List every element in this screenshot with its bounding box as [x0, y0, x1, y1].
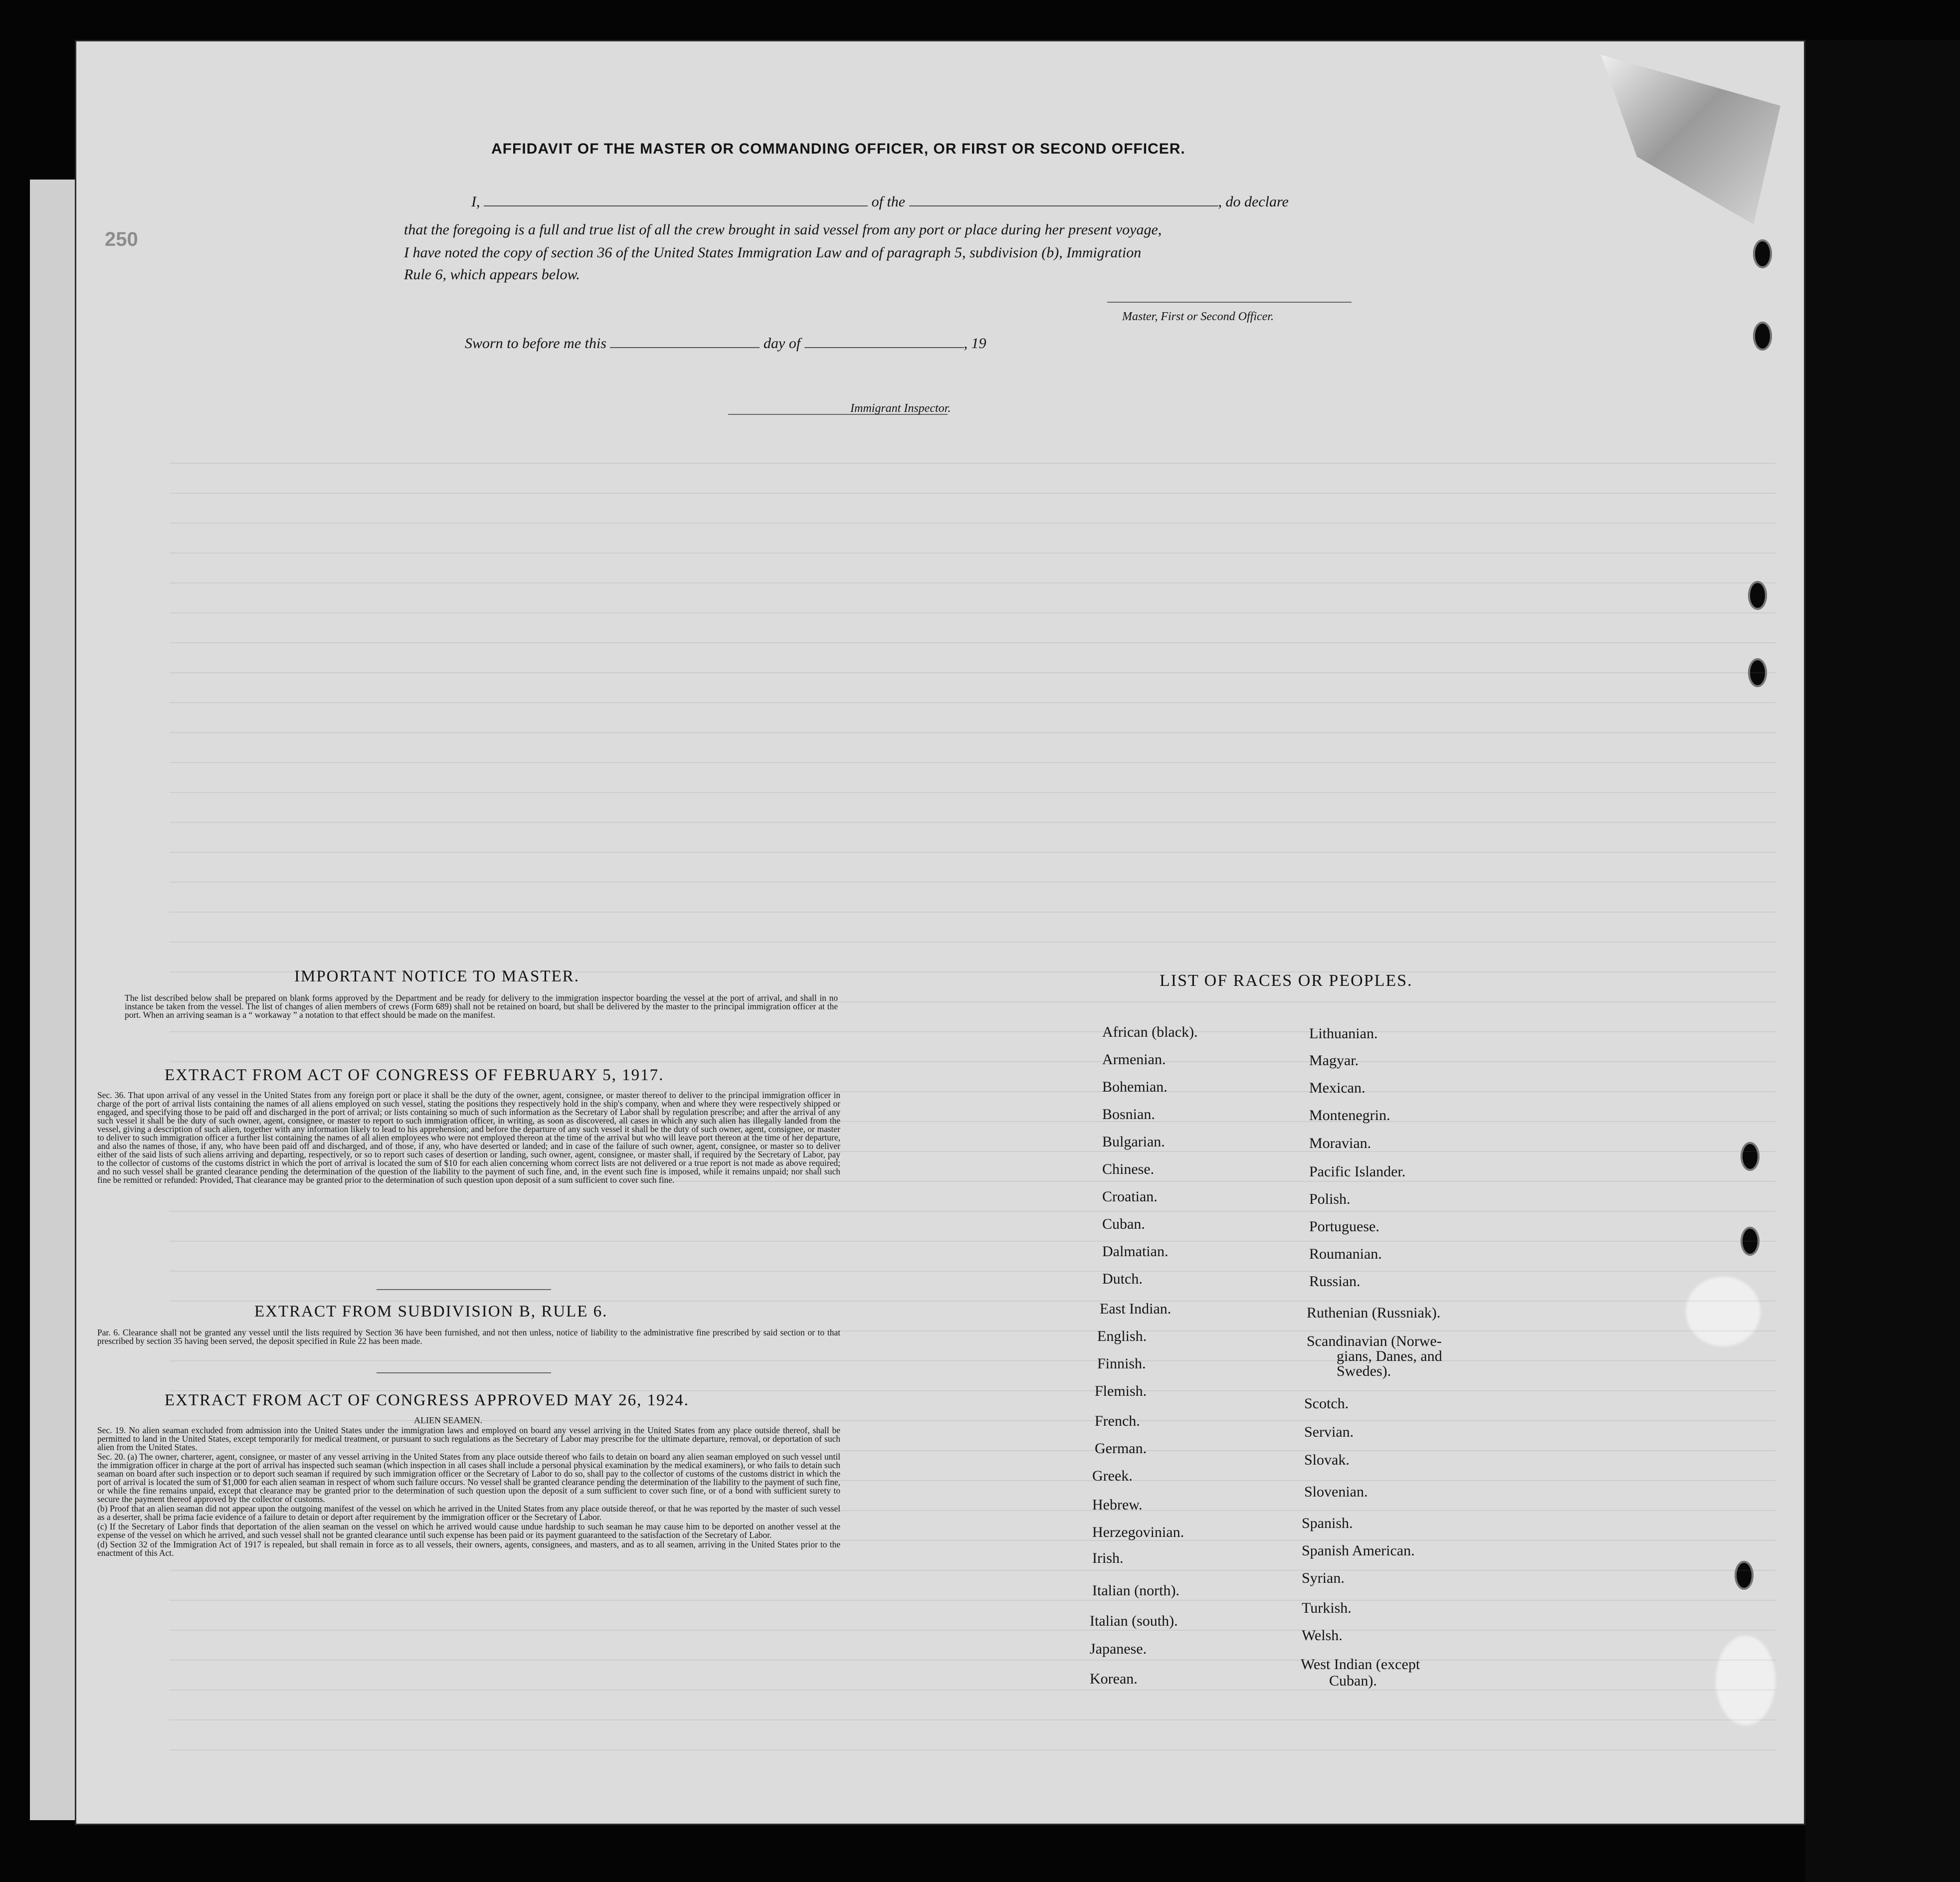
of-the-label: of the	[871, 193, 905, 210]
race-right-item: Swedes).	[1337, 1363, 1391, 1379]
race-left-item: Italian (north).	[1092, 1582, 1179, 1599]
affidavit-declaration-line	[471, 193, 1289, 210]
inspector-caption: Immigrant Inspector.	[850, 402, 951, 415]
race-left-item: Armenian.	[1102, 1051, 1166, 1068]
race-left-item: Chinese.	[1102, 1161, 1155, 1177]
race-right-item: Scotch.	[1304, 1395, 1349, 1412]
extract-1924-text	[97, 1426, 840, 1558]
race-left-item: English.	[1097, 1328, 1147, 1344]
binder-hole-icon	[1753, 239, 1772, 268]
section-divider	[377, 1372, 551, 1373]
notice-title: IMPORTANT NOTICE TO MASTER.	[294, 967, 580, 985]
affidavit-line-1: that the foregoing is a full and true list of all the crew brought in said vessel from any port or place during her present voyage,	[404, 221, 1162, 238]
race-right-item: Turkish.	[1302, 1600, 1352, 1616]
race-right-item: Servian.	[1304, 1424, 1354, 1440]
race-right-item: Syrian.	[1302, 1570, 1345, 1586]
section-20b-paragraph: (b) Proof that an alien seaman did not appear upon the outgoing manifest of the vessel on which he arrived in the United States from any place outside thereof, or that he was reported by the master of such vessel as a deserter, shall be prima facie evidence of a failure to detain or deport after requirement by the immigration officer or the Secretary of Labor.	[97, 1504, 840, 1522]
race-right-item: Ruthenian (Russniak).	[1307, 1305, 1441, 1321]
race-right-item: Pacific Islander.	[1309, 1163, 1406, 1180]
extract-rule6-title: EXTRACT FROM SUBDIVISION B, RULE 6.	[254, 1303, 608, 1320]
extract-1917-text	[97, 1091, 840, 1185]
section-20c-paragraph: (c) If the Secretary of Labor finds that deportation of the alien seaman on the vessel on which he arrived would cause undue hardship to such seaman he may cause him to be deported on another vessel at the expense of the vessel on which he arrived, and such vessel shall not be granted clearance until such expense has been paid or its payment guaranteed to the satisfaction of the Secretary of Labor.	[97, 1521, 840, 1540]
binding-edge	[1805, 40, 1960, 1882]
race-right-item: Spanish.	[1302, 1515, 1353, 1531]
race-left-item: Greek.	[1092, 1468, 1133, 1484]
race-left-item: African (black).	[1102, 1024, 1198, 1040]
extract-1917-paragraph: Sec. 36. That upon arrival of any vessel in the United States from any foreign port or place it shall be the duty of the owner, agent, consignee, or master thereof to deliver to the principal immigration officer in charge of the port of arrival lists containing the names of all aliens employed on such vessel, stating the positions they respectively hold in the ship's company, when and where they were respectively shipped or engaged, and specifying those to be paid off and discharged in the port of arrival; or lists containing so much of such information as the Secretary of Labor shall by regulation prescribe; and after the arrival of any such vessel it shall be the duty of such owner, agent, consignee, or master to report to such immigration officer, in writing, as soon as discovered, all cases in which any such alien has illegally landed from the vessel, giving a description of such alien, together with any information likely to lead to his apprehension; and before the departure of any such vessel it shall be the duty of such owner, agent, consignee, or master to deliver to such immigration officer a further list containing the names of all alien employees who were not employed thereon at the time of the arrival but who will leave port thereon at the time of her departure, and also the names of those, if any, who have been paid off and discharged, and of those, if any, who have deserted or landed; and in case of the failure of such owner, agent, consignee, or master so to deliver either of the said lists of such aliens arriving and departing, respectively, or so to report such cases of desertion or landing, such owner, agent, consignee, or master shall, if required by the Secretary of Labor, pay to the collector of customs of the customs district in which the port of arrival is located the sum of $10 for each alien concerning whom correct lists are not delivered or a true report is not made as above required; and no such vessel shall be granted clearance pending the determination of the question of the liability to the payment of such fine, and, in the event such fine is imposed, while it remains unpaid; nor shall such fine be remitted or refunded: Provided, That clearance may be granted prior to the determination of such question upon deposit of a sum sufficient to cover such fine.	[97, 1090, 840, 1185]
race-left-item: Bulgarian.	[1102, 1133, 1165, 1150]
race-right-item: Welsh.	[1302, 1627, 1343, 1644]
sworn-line	[465, 335, 986, 352]
race-right-item: Roumanian.	[1309, 1246, 1382, 1262]
extract-rule6-text	[97, 1328, 840, 1346]
vessel-blank[interactable]	[909, 205, 1218, 206]
race-left-item: German.	[1095, 1440, 1147, 1457]
race-left-item: Herzegovinian.	[1092, 1524, 1184, 1540]
year-label: , 19	[964, 335, 986, 352]
race-right-item: Lithuanian.	[1309, 1025, 1378, 1042]
affidavit-line-2: I have noted the copy of section 36 of the United States Immigration Law and of paragraph 5, subdivision (b), Immigration	[404, 244, 1142, 261]
extract-1924-subtitle: ALIEN SEAMEN.	[414, 1415, 482, 1425]
race-right-item: Slovenian.	[1304, 1484, 1368, 1500]
affidavit-line-3: Rule 6, which appears below.	[404, 266, 580, 283]
affidavit-title: AFFIDAVIT OF THE MASTER OR COMMANDING OFFICER, OR FIRST OR SECOND OFFICER.	[491, 141, 1185, 157]
section-divider	[377, 1289, 551, 1290]
section-20d-paragraph: (d) Section 32 of the Immigration Act of 1917 is repealed, but shall remain in force as to all vessels, their owners, agents, consignees, and masters, and as to all seamen, arriving in the United States prior to the enactment of this Act.	[97, 1539, 840, 1558]
notice-paragraph: The list described below shall be prepared on blank forms approved by the Department and be ready for delivery to the immigration inspector boarding the vessel at the port of arrival, and shall in no instance be taken from the vessel. The list of changes of alien members of crews (Form 689) shall not be retained on board, but shall be delivered by the master to the principal immigration officer at the port. When an arriving seaman is a “ workaway ” a notation to that effect should be made on the manifest.	[125, 993, 838, 1020]
i-label: I,	[471, 193, 480, 210]
extract-1917-title: EXTRACT FROM ACT OF CONGRESS OF FEBRUARY 5, 1917.	[165, 1066, 664, 1084]
sworn-label: Sworn to before me this	[465, 335, 606, 352]
do-declare-label: , do declare	[1218, 193, 1289, 210]
race-right-item: Cuban).	[1329, 1673, 1377, 1689]
race-left-item: Bohemian.	[1102, 1079, 1168, 1095]
extract-1924-title: EXTRACT FROM ACT OF CONGRESS APPROVED MAY 26, 1924.	[165, 1391, 689, 1409]
page-number: 250	[105, 228, 138, 250]
race-left-item: Japanese.	[1090, 1641, 1147, 1657]
extract-rule6-paragraph: Par. 6. Clearance shall not be granted any vessel until the lists required by Section 36 have been furnished, and not then unless, notice of liability to the administrative fine prescribed by said section or to that prescribed by section 35 having been served, the deposit specified in Rule 22 has been made.	[97, 1327, 840, 1346]
section-20a-paragraph: Sec. 20. (a) The owner, charterer, agent, consignee, or master of any vessel arriving in the United States from any place outside thereof who fails to detain on board any alien seaman employed on such vessel until the immigration officer in charge at the port of arrival has inspected such seaman (which inspection in all cases shall include a personal physical examination by the medical examiners), or who fails to detain such seaman on board after such inspection or to deport such seaman if required by such immigration officer or the Secretary of Labor to do so, shall pay to the collector of customs of the customs district in which the port of arrival is located the sum of $1,000 for each alien seaman in respect of whom such failure occurs. No vessel shall be granted clearance pending the determination of the liability to the payment of such fine, or while the fine remains unpaid, except that clearance may be granted prior to the determination of such question upon the deposit of a sum sufficient to cover such fine, or of a bond with sufficient surety to secure the payment thereof approved by the collector of customs.	[97, 1452, 840, 1504]
race-right-item: Russian.	[1309, 1273, 1361, 1290]
race-right-item: Spanish American.	[1302, 1542, 1415, 1559]
section-19-paragraph: Sec. 19. No alien seaman excluded from admission into the United States under the immigration laws and employed on board any vessel arriving in the United States from any place outside thereof, shall be permitted to land in the United States, except temporarily for medical treatment, or pursuant to such regulations as the Secretary of Labor may prescribe for the ultimate departure, removal, or deportation of such alien from the United States.	[97, 1425, 840, 1452]
race-right-item: Portuguese.	[1309, 1218, 1379, 1235]
race-left-item: Irish.	[1092, 1550, 1124, 1566]
race-right-item: Slovak.	[1304, 1452, 1350, 1468]
race-right-item: Mexican.	[1309, 1080, 1366, 1096]
signature-line[interactable]	[1107, 302, 1352, 303]
race-left-item: East Indian.	[1100, 1301, 1172, 1317]
binder-hole-icon	[1753, 322, 1772, 351]
race-left-item: Finnish.	[1097, 1355, 1146, 1372]
sworn-month-blank[interactable]	[804, 347, 964, 348]
race-left-item: French.	[1095, 1413, 1140, 1429]
race-left-item: Hebrew.	[1092, 1497, 1143, 1513]
name-blank[interactable]	[484, 205, 868, 206]
notice-text	[125, 994, 838, 1020]
races-title: LIST OF RACES OR PEOPLES.	[1160, 971, 1413, 990]
race-left-item: Croatian.	[1102, 1188, 1158, 1205]
race-right-item: Magyar.	[1309, 1052, 1359, 1069]
race-left-item: Korean.	[1090, 1671, 1138, 1687]
race-left-item: Dutch.	[1102, 1271, 1143, 1287]
race-left-item: Bosnian.	[1102, 1106, 1155, 1123]
race-right-item: Polish.	[1309, 1191, 1351, 1207]
race-right-item: Moravian.	[1309, 1135, 1372, 1151]
sworn-day-blank[interactable]	[610, 347, 760, 348]
signature-caption: Master, First or Second Officer.	[1122, 310, 1274, 323]
day-of-label: day of	[763, 335, 801, 352]
race-right-item: West Indian (except	[1301, 1656, 1420, 1673]
race-left-item: Cuban.	[1102, 1216, 1145, 1232]
race-right-item: Scandinavian (Norwe-	[1307, 1333, 1442, 1349]
race-left-item: Italian (south).	[1090, 1613, 1178, 1629]
race-right-item: gians, Danes, and	[1337, 1348, 1442, 1364]
race-left-item: Dalmatian.	[1102, 1243, 1169, 1260]
race-right-item: Montenegrin.	[1309, 1107, 1390, 1124]
race-left-item: Flemish.	[1095, 1383, 1147, 1399]
